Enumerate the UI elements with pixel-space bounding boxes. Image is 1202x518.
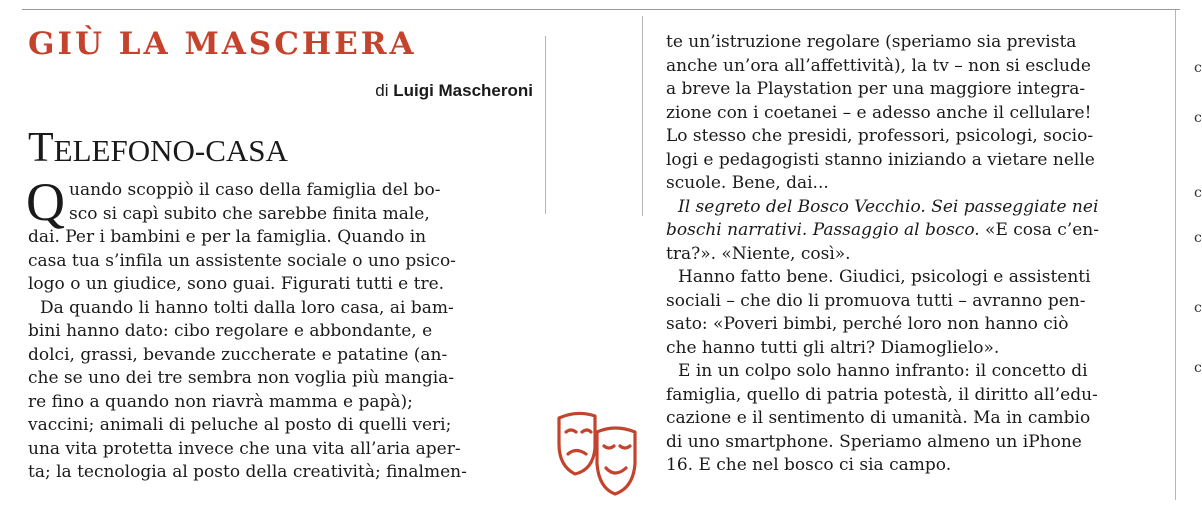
text-line: zione con i coetanei – e adesso anche il cellulare!	[666, 102, 1092, 123]
text-line: scuole. Bene, dai...	[666, 173, 829, 193]
text-line	[666, 196, 1186, 220]
text-line: famiglia, quello di patria potestà, il diritto all’edu-	[666, 384, 1098, 405]
paragraph-5	[666, 266, 1186, 360]
column-divider-center	[642, 16, 643, 216]
text-line: di uno smartphone. Speriamo almeno un iPhone	[666, 431, 1082, 452]
headline-initial: T	[28, 125, 54, 171]
text-line: a breve la Playstation per una maggiore integra-	[666, 79, 1086, 99]
paragraph-4	[666, 196, 1186, 267]
top-rule	[22, 9, 1180, 10]
text-line: re fino a quando non riavrà mamma e papà);	[28, 391, 413, 412]
text-line: 16. E che nel bosco ci sia campo.	[666, 455, 952, 475]
text-line: sociali – che dio li promuova tutti – avranno pen-	[666, 290, 1086, 311]
column-divider-left	[545, 36, 546, 214]
text-line	[666, 219, 1186, 243]
text-line: E in un colpo solo hanno infranto: il concetto di	[678, 361, 1088, 381]
article-column-left	[26, 172, 536, 485]
column-rubric: GIÙ LA MASCHERA	[28, 26, 417, 62]
text-line: sco si capì subito che sarebbe finita male,	[69, 203, 430, 224]
text-line: dai. Per i bambini e per la famiglia. Quando in	[28, 227, 427, 247]
article-column-right	[666, 31, 1186, 478]
byline-prefix: di	[375, 81, 389, 100]
text-line: logi e pedagogisti stanno iniziando a vietare nelle	[666, 149, 1095, 170]
paragraph-3	[666, 31, 1186, 196]
headline-rest: ELEFONO-CASA	[53, 133, 288, 168]
article-headline	[28, 124, 288, 175]
text-line: Hanno fatto bene. Giudici, psicologi e assistenti	[678, 267, 1091, 287]
paragraph-1	[26, 172, 536, 297]
paragraph-6	[666, 360, 1186, 478]
quote-text: «E cosa c’en-	[979, 220, 1099, 240]
book-title: Il segreto del Bosco Vecchio. Sei passeggiate nei	[678, 196, 1099, 217]
drop-cap: Q	[26, 172, 65, 232]
text-line: che hanno tutti gli altri? Diamoglielo».	[666, 337, 1000, 358]
text-line: dolci, grassi, bevande zuccherate e patatine (an-	[28, 344, 448, 365]
text-line: una vita protetta invece che una vita all’aria aper-	[28, 438, 461, 459]
text-line: logo o un giudice, sono guai. Figurati tutti e tre.	[28, 274, 445, 294]
theatre-masks-icon	[553, 404, 641, 500]
text-line: cazione e il sentimento di umanità. Ma in cambio	[666, 408, 1091, 428]
text-line: uando scoppiò il caso della famiglia del bo-	[69, 180, 441, 200]
text-line: casa tua s’infila un assistente sociale o uno psico-	[28, 250, 456, 271]
text-line: vaccini; animali di peluche al posto di quelli veri;	[28, 415, 452, 435]
text-line: te un’istruzione regolare (speriamo sia prevista	[666, 32, 1077, 52]
text-line: sato: «Poveri bimbi, perché loro non hanno ciò	[666, 314, 1069, 334]
text-line: tra?». «Niente, così».	[666, 243, 851, 264]
byline	[375, 81, 533, 101]
author-name: Luigi Mascheroni	[393, 81, 533, 100]
text-line: ta; la tecnologia al posto della creatività; finalmen-	[28, 462, 467, 482]
text-line: Da quando li hanno tolti dalla loro casa, ai bam-	[40, 297, 454, 318]
book-title-cont: boschi narrativi. Passaggio al bosco.	[666, 220, 980, 240]
text-line: bini hanno dato: cibo regolare e abbondante, e	[28, 321, 433, 341]
text-line: Lo stesso che presidi, professori, psicologi, socio-	[666, 126, 1094, 146]
adjacent-column-edge: c c c c c c	[1194, 60, 1202, 376]
text-line: che se uno dei tre sembra non voglia più mangia-	[28, 368, 455, 388]
text-line: anche un’ora all’affettività), la tv – non si esclude	[666, 55, 1091, 76]
paragraph-2	[28, 297, 536, 485]
